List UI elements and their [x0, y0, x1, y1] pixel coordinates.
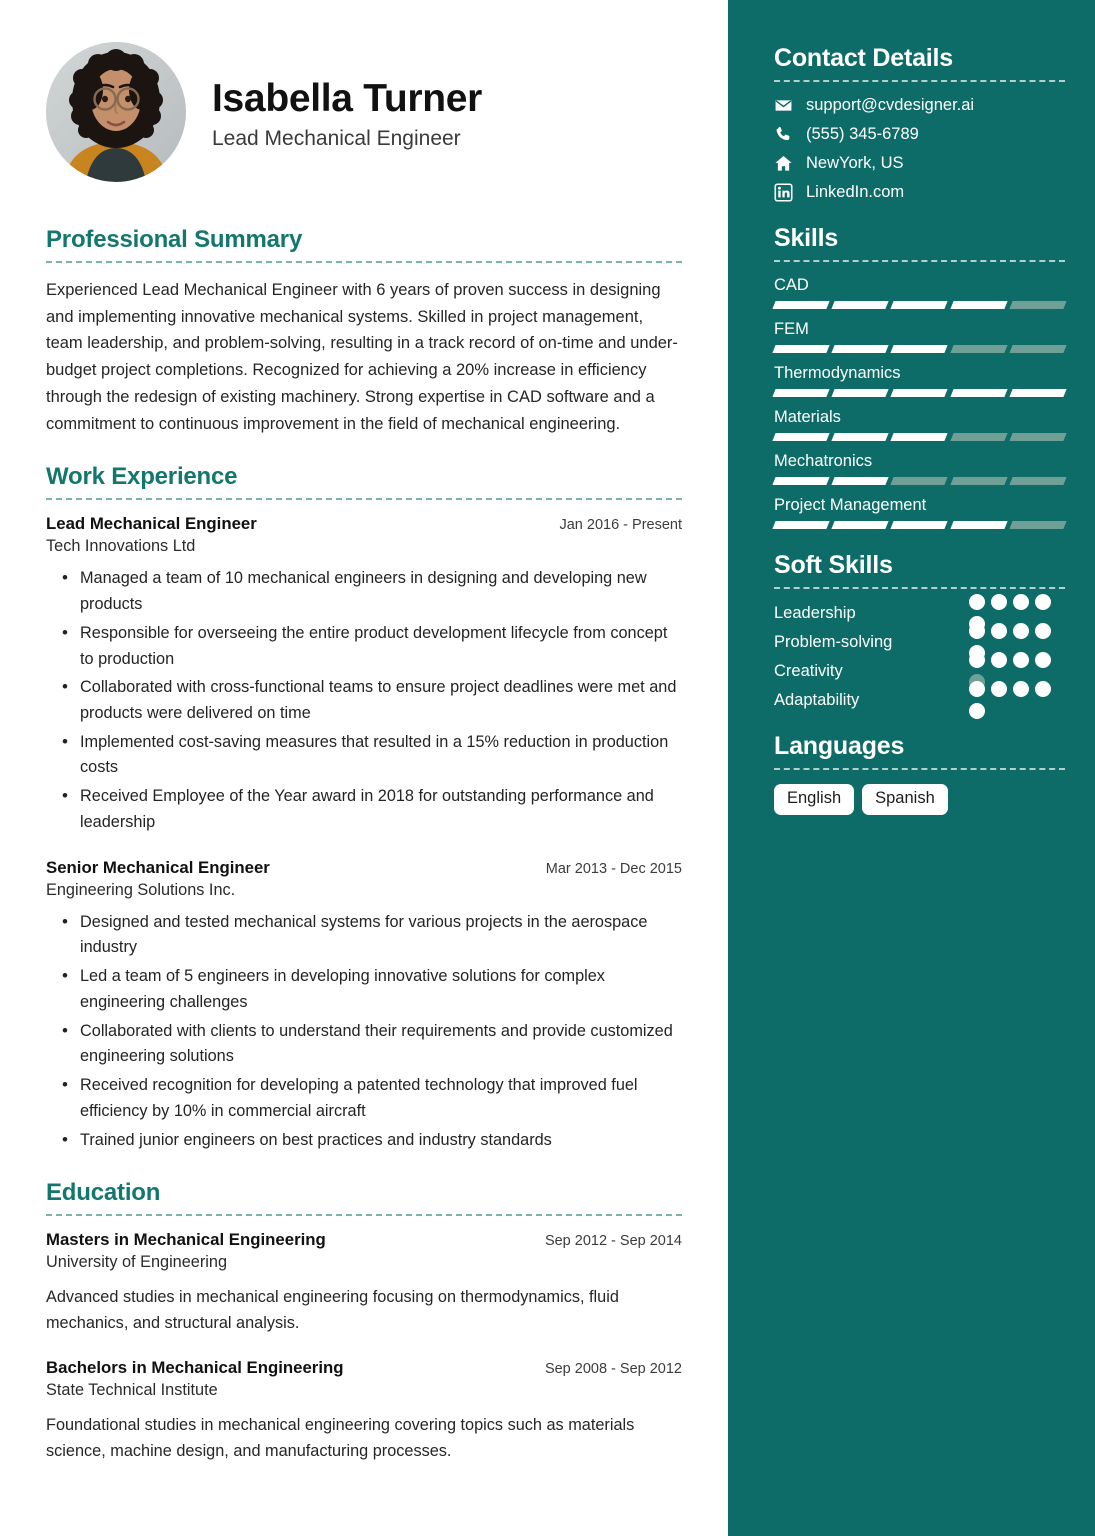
name-block	[212, 73, 482, 151]
skill-bar-segment	[950, 477, 1007, 485]
sidebar-section-contact	[774, 44, 1065, 202]
section-divider	[46, 1214, 682, 1216]
skill-bar-segment	[1009, 521, 1066, 529]
work-entry-header	[46, 858, 682, 878]
work-bullet-list	[46, 910, 682, 1154]
skill-bar-segment	[891, 345, 948, 353]
home-icon	[774, 154, 793, 173]
rating-dot	[991, 594, 1007, 610]
section-education	[46, 1179, 682, 1464]
list-item: • Received Employee of the Year award in 2018 for outstanding performance and leadership	[80, 784, 682, 835]
education-date-range: Sep 2012 - Sep 2014	[544, 1233, 682, 1250]
section-professional-summary	[46, 226, 682, 437]
sidebar-heading-contact: Contact Details	[774, 44, 953, 72]
skill-bar-segment	[1009, 477, 1066, 485]
page-title: Isabella Turner	[212, 77, 483, 121]
skill-name: Project Management	[774, 496, 927, 514]
resume-header	[46, 42, 682, 182]
skill-bar-segment	[832, 477, 889, 485]
rating-dot	[1013, 623, 1029, 639]
rating-dot	[969, 703, 985, 719]
skill-bar-segment	[832, 433, 889, 441]
education-description: Advanced studies in mechanical engineering focusing on thermodynamics, fluid mechanics, and structural analysis.	[46, 1288, 619, 1333]
skill-bar-segment	[772, 389, 829, 397]
skill-bar-segment	[1009, 389, 1066, 397]
contact-value: NewYork, US	[806, 154, 904, 172]
skill-name: Thermodynamics	[774, 364, 901, 382]
skill-level-bars	[774, 521, 1065, 529]
skill-bar-segment	[772, 477, 829, 485]
skill-bar-segment	[950, 345, 1007, 353]
soft-skill-row	[774, 690, 1065, 710]
profile-photo-icon	[46, 42, 186, 182]
sidebar	[728, 0, 1095, 1536]
phone-icon	[774, 125, 793, 144]
rating-dot	[991, 623, 1007, 639]
envelope-icon	[774, 96, 793, 115]
sidebar-heading-languages: Languages	[774, 732, 905, 760]
sidebar-heading-soft-skills: Soft Skills	[774, 551, 893, 579]
education-entry-header	[46, 1358, 682, 1378]
skill-level-bars	[774, 345, 1065, 353]
language-chip-list	[774, 784, 1065, 815]
education-list	[46, 1230, 682, 1464]
education-entry	[46, 1358, 682, 1464]
rating-dot	[1035, 681, 1051, 697]
section-work-experience	[46, 463, 682, 1153]
soft-skill-name: Creativity	[774, 661, 843, 680]
list-item: • Collaborated with cross-functional teams to ensure project deadlines were met and products were delivered on time	[80, 675, 682, 726]
sidebar-section-skills	[774, 224, 1065, 529]
skill-item	[774, 452, 1065, 485]
sidebar-section-soft-skills	[774, 551, 1065, 710]
section-heading-work: Work Experience	[46, 463, 238, 491]
rating-dot	[1013, 681, 1029, 697]
soft-skill-row	[774, 603, 1065, 623]
education-entry	[46, 1230, 682, 1336]
skill-bar-segment	[950, 521, 1007, 529]
work-entry	[46, 858, 682, 1154]
education-date-range: Sep 2008 - Sep 2012	[544, 1361, 682, 1378]
rating-dot	[969, 652, 985, 668]
linkedin-icon	[774, 183, 793, 202]
language-chip[interactable]: Spanish	[862, 784, 948, 815]
work-role: Senior Mechanical Engineer	[46, 857, 270, 877]
rating-dot	[1035, 652, 1051, 668]
education-degree: Bachelors in Mechanical Engineering	[46, 1358, 344, 1378]
rating-dot	[991, 681, 1007, 697]
skill-item	[774, 364, 1065, 397]
skill-bar-segment	[772, 345, 829, 353]
contact-value: support@cvdesigner.ai	[806, 96, 975, 114]
contact-row[interactable]	[774, 154, 1065, 173]
sidebar-divider	[774, 587, 1065, 589]
sidebar-divider	[774, 260, 1065, 262]
contact-value: (555) 345-6789	[806, 125, 919, 143]
work-organization: Tech Innovations Ltd	[46, 537, 196, 556]
contact-row[interactable]	[774, 96, 1065, 115]
contact-row[interactable]	[774, 125, 1065, 144]
work-date-range: Mar 2013 - Dec 2015	[545, 860, 682, 877]
rating-dot	[969, 594, 985, 610]
work-organization: Engineering Solutions Inc.	[46, 880, 236, 899]
skill-bar-segment	[891, 389, 948, 397]
list-item: • Received recognition for developing a patented technology that improved fuel efficiency by 10% in commercial aircraft	[80, 1073, 682, 1124]
soft-skill-name: Problem-solving	[774, 632, 893, 651]
skill-bar-segment	[891, 521, 948, 529]
skill-bar-segment	[832, 345, 889, 353]
skill-bar-segment	[832, 521, 889, 529]
education-school: State Technical Institute	[46, 1381, 218, 1400]
skill-bar-segment	[832, 389, 889, 397]
skill-level-bars	[774, 477, 1065, 485]
skill-level-bars	[774, 389, 1065, 397]
rating-dot	[969, 623, 985, 639]
skill-bar-segment	[891, 433, 948, 441]
skill-bar-segment	[1009, 301, 1066, 309]
skill-bar-segment	[772, 521, 829, 529]
skill-bar-segment	[950, 301, 1007, 309]
list-item: • Designed and tested mechanical systems for various projects in the aerospace industry	[80, 910, 682, 961]
list-item: • Responsible for overseeing the entire product development lifecycle from concept to production	[80, 621, 682, 672]
section-divider	[46, 498, 682, 500]
education-entry-header	[46, 1230, 682, 1250]
contact-value: LinkedIn.com	[806, 183, 905, 201]
list-item: • Collaborated with clients to understand their requirements and provide customized engineering solutions	[80, 1019, 682, 1070]
soft-skill-rating-dots	[969, 681, 1065, 719]
contact-row[interactable]	[774, 183, 1065, 202]
work-list	[46, 514, 682, 1153]
rating-dot	[1035, 623, 1051, 639]
skill-bar-segment	[832, 301, 889, 309]
education-degree: Masters in Mechanical Engineering	[46, 1230, 326, 1250]
language-chip[interactable]: English	[774, 784, 854, 815]
education-description: Foundational studies in mechanical engineering covering topics such as materials science, machine design, and manufacturing processes.	[46, 1416, 635, 1461]
rating-dot	[969, 681, 985, 697]
rating-dot	[991, 652, 1007, 668]
skill-level-bars	[774, 301, 1065, 309]
sidebar-divider	[774, 80, 1065, 82]
list-item: • Managed a team of 10 mechanical engineers in designing and developing new products	[80, 566, 682, 617]
skill-bar-segment	[950, 433, 1007, 441]
skill-name: FEM	[774, 320, 809, 338]
sidebar-heading-skills: Skills	[774, 224, 839, 252]
skill-bar-segment	[891, 477, 948, 485]
education-school: University of Engineering	[46, 1253, 227, 1272]
rating-dot	[1013, 652, 1029, 668]
contact-list	[774, 96, 1065, 202]
skill-name: Materials	[774, 408, 841, 426]
sidebar-section-languages	[774, 732, 1065, 815]
skill-bar-segment	[772, 301, 829, 309]
skill-bar-segment	[1009, 345, 1066, 353]
summary-text: Experienced Lead Mechanical Engineer with 6 years of proven success in designing and implementing innovative mechanical systems. Skilled in project management, team leadership, and problem-solving, resulting in a track record of on-time and under-budget project completions. Recognized for achieving a 20% increase in efficiency through the redesign of existing machinery. Strong expertise in CAD software and a commitment to continuous improvement in the field of mechanical engineering.	[46, 281, 678, 433]
soft-skills-list	[774, 603, 1065, 710]
rating-dot	[1013, 594, 1029, 610]
work-bullet-list	[46, 566, 682, 835]
skill-level-bars	[774, 433, 1065, 441]
soft-skill-row	[774, 632, 1065, 652]
section-heading-summary: Professional Summary	[46, 226, 303, 253]
skill-item	[774, 320, 1065, 353]
list-item: • Implemented cost-saving measures that resulted in a 15% reduction in production costs	[80, 730, 682, 781]
skill-bar-segment	[1009, 433, 1066, 441]
section-divider	[46, 261, 682, 263]
job-title: Lead Mechanical Engineer	[212, 126, 461, 150]
list-item: • Trained junior engineers on best practices and industry standards	[80, 1128, 682, 1154]
work-role: Lead Mechanical Engineer	[46, 514, 257, 534]
skills-list	[774, 276, 1065, 529]
list-item: • Led a team of 5 engineers in developing innovative solutions for complex engineering challenges	[80, 964, 682, 1015]
rating-dot	[1035, 594, 1051, 610]
avatar	[46, 42, 186, 182]
sidebar-divider	[774, 768, 1065, 770]
skill-bar-segment	[950, 389, 1007, 397]
skill-item	[774, 496, 1065, 529]
section-heading-education: Education	[46, 1179, 161, 1207]
skill-item	[774, 276, 1065, 309]
soft-skill-row	[774, 661, 1065, 681]
soft-skill-name: Adaptability	[774, 690, 860, 709]
skill-bar-segment	[891, 301, 948, 309]
skill-item	[774, 408, 1065, 441]
work-entry	[46, 514, 682, 835]
soft-skill-name: Leadership	[774, 603, 856, 622]
work-date-range: Jan 2016 - Present	[559, 517, 682, 534]
skill-name: Mechatronics	[774, 452, 873, 470]
skill-bar-segment	[772, 433, 829, 441]
work-entry-header	[46, 514, 682, 534]
skill-name: CAD	[774, 276, 809, 294]
